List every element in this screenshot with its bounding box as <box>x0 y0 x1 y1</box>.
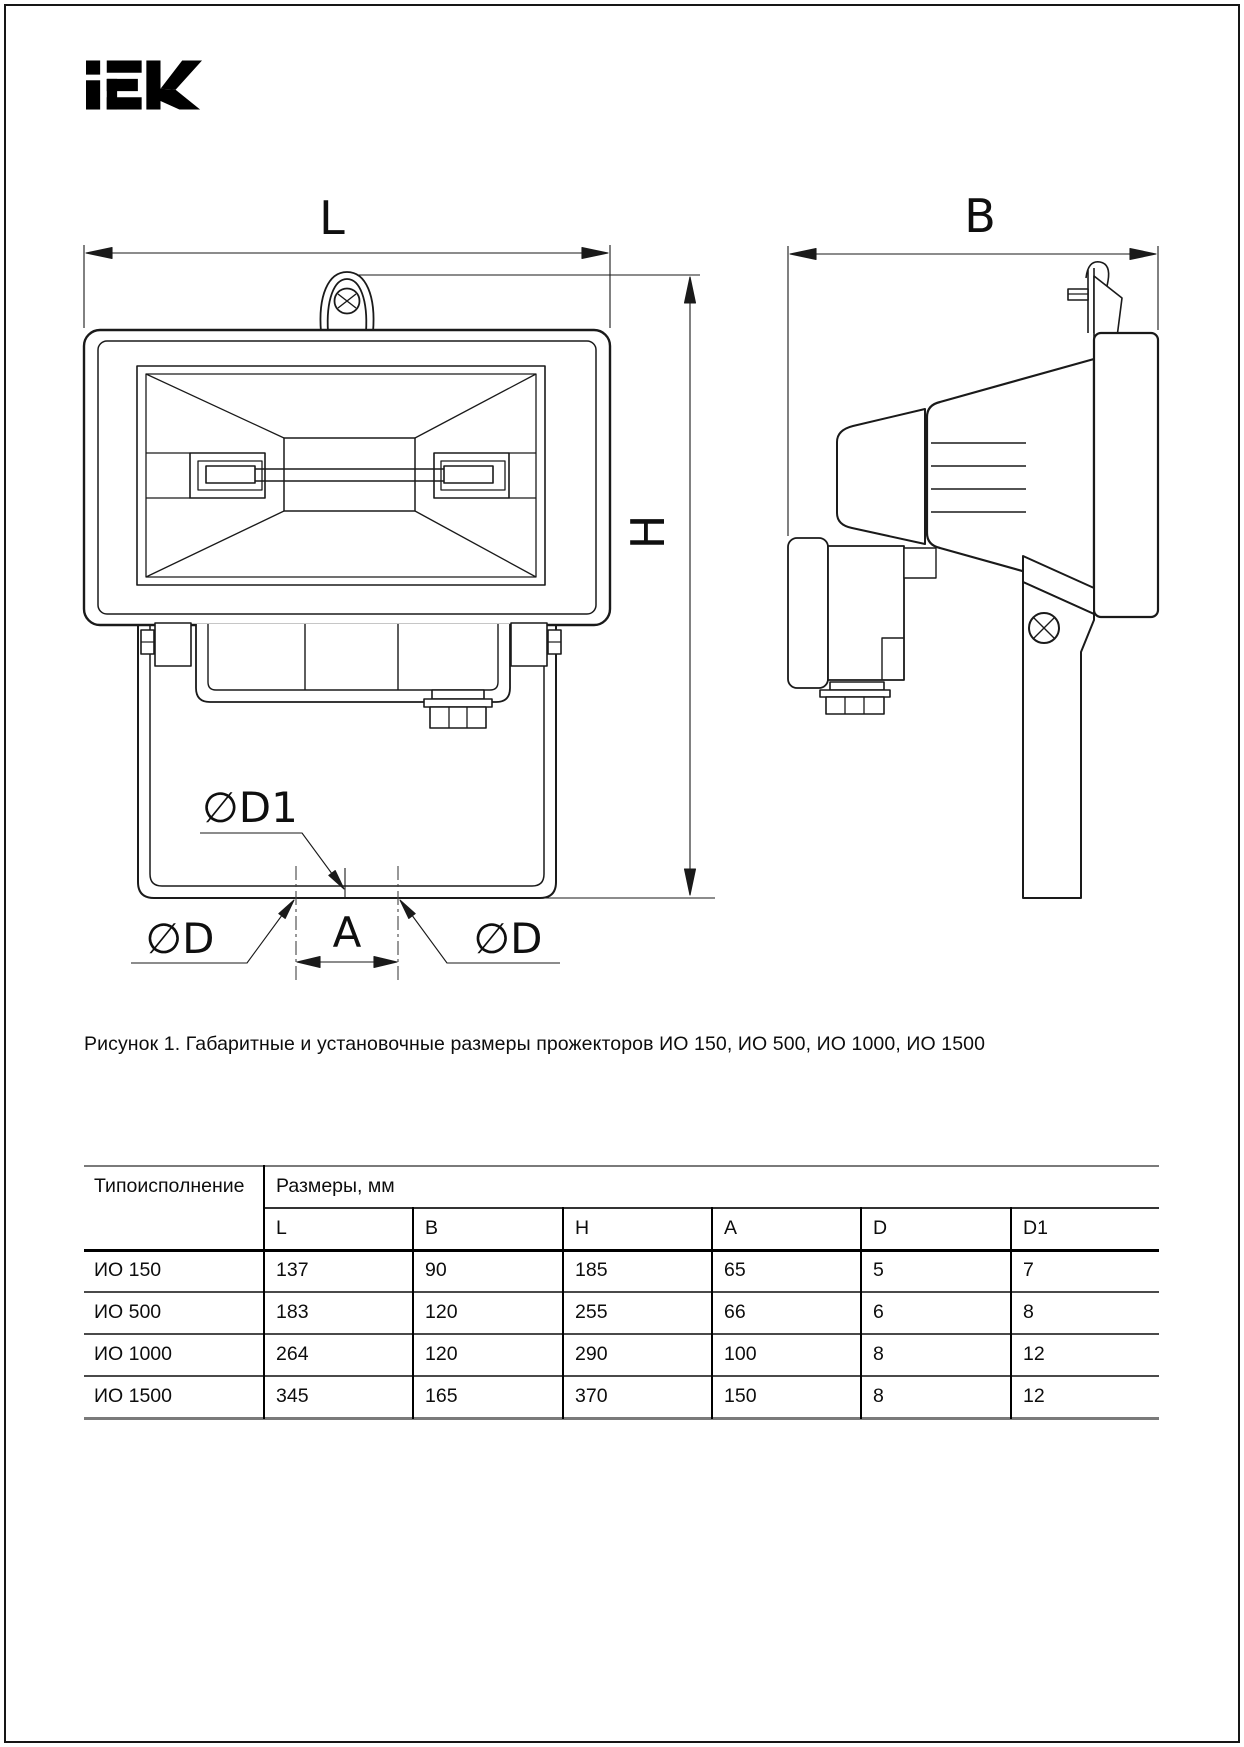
table-cell: 100 <box>724 1342 757 1365</box>
table-cell: 120 <box>425 1342 458 1365</box>
table-cell: 8 <box>873 1384 884 1407</box>
dim-label-A: A <box>332 908 362 957</box>
housing-side <box>927 359 1094 591</box>
table-col-header: D <box>873 1216 888 1239</box>
table-rule <box>562 1207 564 1419</box>
front-glass-panel <box>1094 333 1158 617</box>
table-cell: 183 <box>276 1300 309 1323</box>
front-view <box>84 272 610 898</box>
table-cell: 370 <box>575 1384 608 1407</box>
table-cell: 5 <box>873 1258 884 1281</box>
table-col-header: L <box>276 1216 287 1239</box>
table-cell: 120 <box>425 1300 458 1323</box>
table-col-header: D1 <box>1023 1216 1048 1239</box>
table-rule <box>84 1249 1159 1252</box>
rear-cap <box>837 409 925 544</box>
table-rule <box>412 1207 414 1419</box>
table-cell: 7 <box>1023 1258 1034 1281</box>
table-cell: 8 <box>873 1342 884 1365</box>
table-rule <box>84 1291 1159 1293</box>
table-header-type: Типоисполнение <box>94 1174 245 1197</box>
table-rule <box>84 1165 1159 1167</box>
cable-gland-side <box>820 682 890 714</box>
table-cell: 66 <box>724 1300 746 1323</box>
table-rule <box>1010 1207 1012 1419</box>
table-col-header: H <box>575 1216 590 1239</box>
bracket-arm <box>1023 556 1094 898</box>
table-row-model: ИО 150 <box>94 1258 162 1281</box>
table-cell: 90 <box>425 1258 447 1281</box>
table-rule <box>84 1375 1159 1377</box>
cable-gland-front <box>424 690 492 728</box>
figure-caption: Рисунок 1. Габаритные и установочные размеры прожекторов ИО 150, ИО 500, ИО 1000, ИО 1500 <box>84 1033 986 1055</box>
dim-label-D-right: ∅D <box>473 914 543 963</box>
table-row-model: ИО 500 <box>94 1300 162 1323</box>
table-cell: 12 <box>1023 1342 1045 1365</box>
dim-label-D-left: ∅D <box>145 914 215 963</box>
table-row-model: ИО 1500 <box>94 1384 172 1407</box>
dim-label-L: L <box>319 191 345 245</box>
table-rule <box>84 1417 1159 1420</box>
table-cell: 185 <box>575 1258 608 1281</box>
table-rule <box>263 1165 265 1419</box>
dim-L <box>84 245 610 328</box>
table-col-header: A <box>724 1216 738 1239</box>
side-view <box>788 262 1158 898</box>
table-rule <box>711 1207 713 1419</box>
table-cell: 345 <box>276 1384 309 1407</box>
table-header-sizes: Размеры, мм <box>276 1174 395 1197</box>
table-cell: 264 <box>276 1342 309 1365</box>
table-cell: 255 <box>575 1300 608 1323</box>
dim-label-H: H <box>621 514 675 550</box>
table-cell: 65 <box>724 1258 746 1281</box>
table-rule <box>860 1207 862 1419</box>
table-cell: 165 <box>425 1384 458 1407</box>
table-row-model: ИО 1000 <box>94 1342 172 1365</box>
table-cell: 150 <box>724 1384 757 1407</box>
table-cell: 137 <box>276 1258 309 1281</box>
table-cell: 6 <box>873 1300 884 1323</box>
dim-label-D1: ∅D1 <box>202 783 298 832</box>
dim-label-B: B <box>964 189 996 243</box>
table-rule <box>84 1333 1159 1335</box>
junction-box <box>788 538 936 688</box>
table-cell: 290 <box>575 1342 608 1365</box>
dimensions-table <box>84 1165 1159 1419</box>
table-cell: 12 <box>1023 1384 1045 1407</box>
hanging-hook <box>320 272 373 332</box>
table-col-header: B <box>425 1216 439 1239</box>
table-cell: 8 <box>1023 1300 1034 1323</box>
